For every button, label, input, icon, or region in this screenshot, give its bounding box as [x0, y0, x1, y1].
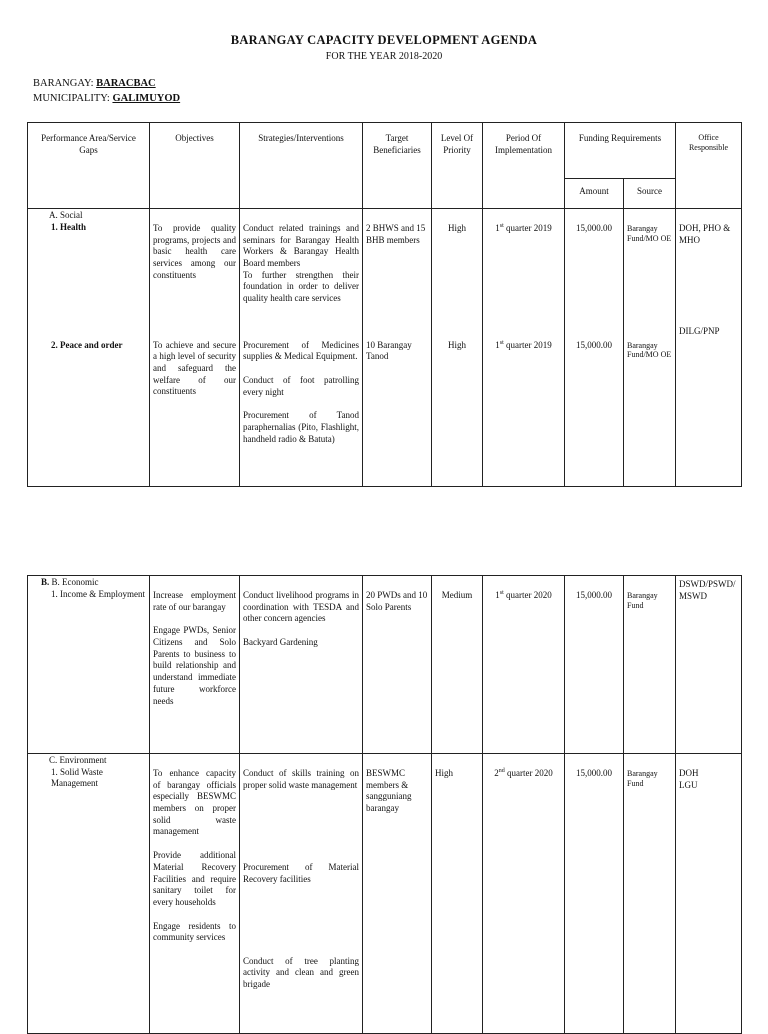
- col-priority: Level Of Priority: [432, 123, 483, 209]
- target-cell: BESWMC members & sangguniang barangay: [363, 754, 432, 1034]
- strategy-text: Conduct of tree planting activity and clean and green brigade: [243, 955, 359, 990]
- office-cell: DOH, PHO & MHO: [676, 209, 742, 337]
- document-title: BARANGAY CAPACITY DEVELOPMENT AGENDA: [230, 33, 538, 47]
- area-label: 1. Solid Waste Management: [51, 766, 103, 789]
- objective-text: Engage residents to community services: [153, 920, 236, 943]
- barangay-value: BARACBAC: [96, 78, 156, 89]
- col-performance: Performance Area/Service Gaps: [28, 123, 150, 209]
- col-source: Source: [624, 179, 676, 209]
- strategy-text: Conduct livelihood programs in coordination with TESDA and other concern agencies: [243, 590, 359, 624]
- office-cell: DSWD/PSWD/ MSWD: [676, 576, 742, 754]
- municipality-label: MUNICIPALITY:: [33, 93, 110, 104]
- period-cell: 1st quarter 2020: [483, 576, 565, 754]
- priority-cell: High: [432, 209, 483, 337]
- barangay-label: BARANGAY:: [33, 78, 94, 89]
- barangay-line: [33, 78, 156, 89]
- strategy-text: Backyard Gardening: [243, 637, 318, 648]
- municipality-value: GALIMUYOD: [112, 93, 181, 104]
- col-period: Period Of Implementation: [483, 123, 565, 209]
- table-row: [28, 576, 742, 754]
- col-strategies: Strategies/Interventions: [240, 123, 363, 209]
- col-office: Office Responsible: [676, 123, 742, 209]
- section-label: C. Environment: [49, 755, 107, 765]
- area-label: 2. Peace and order: [51, 339, 123, 350]
- area-label: 1. Health: [51, 221, 86, 232]
- source-cell: Barangay Fund/MO OE: [624, 209, 676, 337]
- strategy-text: Procurement of Material Recovery facilities: [243, 862, 359, 885]
- period-cell: 2nd quarter 2020: [483, 754, 565, 1034]
- objective-text: To enhance capacity of barangay officials especially BESWMC members on proper solid waste management: [153, 768, 236, 837]
- section-label: A. Social: [49, 210, 83, 220]
- strategy-text: Conduct related trainings and seminars for Barangay Health Workers & Barangay Health Board members: [243, 223, 359, 269]
- col-funding: Funding Requirements: [565, 123, 676, 179]
- source-cell: Barangay Fund: [624, 754, 676, 1034]
- target-cell: 20 PWDs and 10 Solo Parents: [363, 576, 432, 754]
- objective-text: Increase employment rate of our barangay: [153, 590, 236, 612]
- document-subtitle: FOR THE YEAR 2018-2020: [325, 51, 443, 62]
- amount-cell: 15,000.00: [565, 209, 624, 337]
- table-row: [28, 337, 742, 487]
- objective-text: Provide additional Material Recovery Facilities and require sanitary toilet for every households: [153, 850, 236, 907]
- area-label: 1. Income & Employment: [51, 588, 145, 599]
- objective-cell: To provide quality programs, projects and basic health care services among our constituents: [150, 209, 240, 337]
- strategy-text: Procurement of Medicines supplies & Medical Equipment.: [243, 339, 359, 362]
- amount-cell: 15,000.00: [565, 754, 624, 1034]
- agenda-table-1: [27, 122, 742, 487]
- col-target: Target Beneficiaries: [363, 123, 432, 209]
- priority-cell: Medium: [432, 576, 483, 754]
- municipality-line: [33, 93, 180, 104]
- table-row: [28, 754, 742, 1034]
- priority-cell: High: [432, 754, 483, 1034]
- target-cell: 10 Barangay Tanod: [363, 337, 432, 487]
- period-cell: 1st quarter 2019: [483, 209, 565, 337]
- section-label: B. B. Economic: [41, 577, 99, 587]
- objective-cell: To achieve and secure a high level of security and safeguard the welfare of our constituents: [150, 337, 240, 487]
- strategy-text: To further strengthen their foundation in order to deliver quality health care services: [243, 269, 359, 304]
- target-cell: 2 BHWS and 15 BHB members: [363, 209, 432, 337]
- table-row: [28, 209, 742, 337]
- agenda-table-2: [27, 575, 742, 1034]
- priority-cell: High: [432, 337, 483, 487]
- period-cell: 1st quarter 2019: [483, 337, 565, 487]
- office-cell: DILG/PNP: [679, 325, 720, 336]
- strategy-text: Conduct of skills training on proper solid waste management: [243, 768, 359, 790]
- strategy-text: Procurement of Tanod paraphernalias (Pito, Flashlight, handheld radio & Batuta): [243, 410, 359, 444]
- source-cell: Barangay Fund: [624, 576, 676, 754]
- source-cell: Barangay Fund/MO OE: [624, 337, 676, 487]
- objective-text: Engage PWDs, Senior Citizens and Solo Parents to business to build relationship and understand immediate future workforce needs: [153, 625, 236, 706]
- office-cell: DOH LGU: [676, 754, 742, 1034]
- amount-cell: 15,000.00: [565, 576, 624, 754]
- col-amount: Amount: [565, 179, 624, 209]
- col-objectives: Objectives: [150, 123, 240, 209]
- strategy-text: Conduct of foot patrolling every night: [243, 374, 359, 397]
- amount-cell: 15,000.00: [565, 337, 624, 487]
